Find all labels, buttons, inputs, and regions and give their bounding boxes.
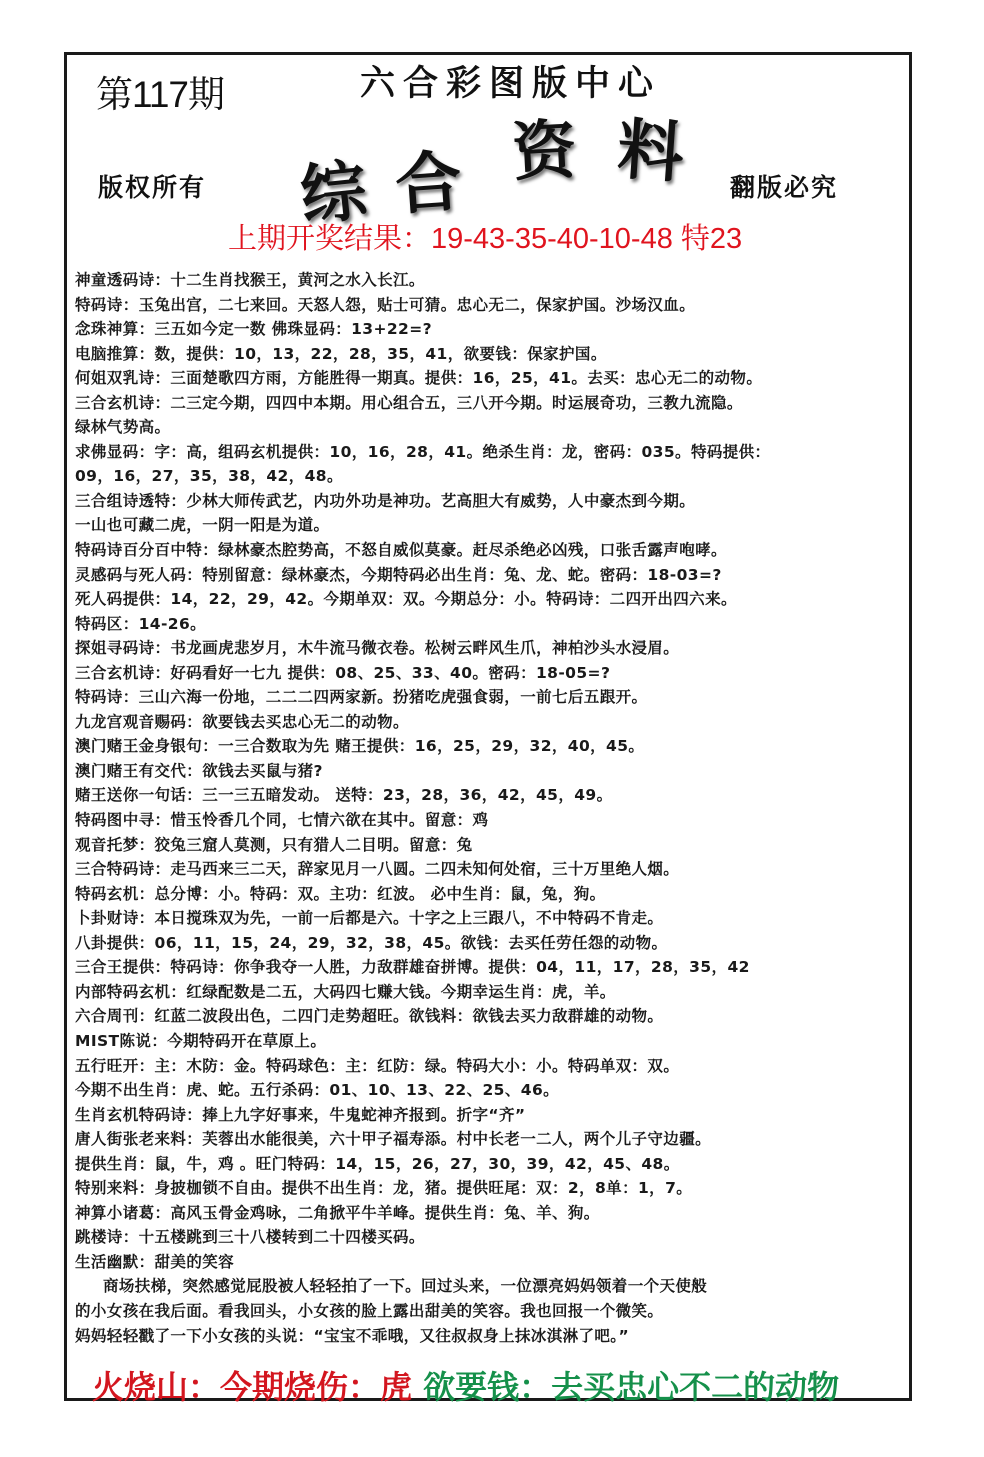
info-line (75, 1103, 905, 1128)
info-line-label: 提供生肖： (75, 1154, 155, 1173)
info-line-text: 三面楚歌四方雨，方能胜得一期真。提供：16，25，41。去买：忠心无二的动物。 (170, 369, 763, 388)
info-line-text: 三一三五暗发动。 送特：23，28，36，42，45，49。 (202, 786, 613, 805)
info-line-text: 总分博：小。特码：双。主功：红波。 必中生肖：鼠，兔，狗。 (154, 884, 606, 903)
info-line-text: 捧上九字好事来，牛鬼蛇神齐报到。折字“齐” (202, 1105, 526, 1124)
info-line-text: 欲钱去买鼠与猪? (202, 761, 323, 780)
info-line-text: 好码看好一七九 提供：08、25、33、40。密码：18-05=? (170, 663, 611, 682)
info-line (75, 1201, 905, 1226)
info-line-label: 特码玄机： (75, 884, 155, 903)
info-line (75, 759, 905, 784)
info-line (75, 293, 905, 318)
info-line-text: 虎、蛇。五行杀码：01、10、13、22、25、46。 (186, 1081, 560, 1100)
info-line-text: 红绿配数是二五，大码四七赚大钱。今期幸运生肖：虎，羊。 (186, 982, 616, 1001)
info-line-text: 芙蓉出水能很美，六十甲子福寿添。村中长老一二人，两个儿子守边疆。 (202, 1130, 712, 1149)
info-line (75, 955, 905, 980)
info-line-label: 特码区： (75, 614, 139, 633)
info-line (75, 1250, 905, 1275)
info-line-label: 特别来料： (75, 1179, 155, 1198)
info-line-text: 一三合数取为先 赌王提供：16，25，29，32，40，45。 (218, 737, 645, 756)
info-line-label: 五行旺开： (75, 1056, 155, 1075)
info-line (75, 342, 905, 367)
info-line-text: 鼠，牛，鸡 。旺门特码：14，15，26，27，30，39，42，45、48。 (154, 1154, 680, 1173)
info-line-text: 今期特码开在草原上。 (167, 1031, 327, 1050)
info-line (75, 980, 905, 1005)
footer-red-text: 火烧山：今期烧伤：虎 (92, 1368, 413, 1406)
info-line (75, 415, 905, 440)
info-line-text: 惜玉怜香几个同，七情六欲在其中。留意：鸡 (170, 811, 489, 830)
info-line-label: 特码诗： (75, 295, 139, 314)
info-line (75, 661, 905, 686)
info-line-label: 灵感码与死人码： (75, 565, 203, 584)
info-line-text: 14，22，29，42。今期单双：双。今期总分：小。特码诗：二四开出四六来。 (170, 590, 737, 609)
info-line-text: 欲要钱去买忠心无二的动物。 (202, 712, 409, 731)
info-line-label: 神算小诸葛： (75, 1203, 171, 1222)
info-line (75, 931, 905, 956)
story-line: 妈妈轻轻戳了一下小女孩的头说：“宝宝不乖哦，又往叔叔身上抹冰淇淋了吧。” (75, 1326, 630, 1345)
last-draw-result: 上期开奖结果：19-43-35-40-10-48 特23 (228, 223, 743, 255)
info-line (75, 685, 905, 710)
info-line (75, 857, 905, 882)
info-line-label: 生活幽默： (75, 1252, 155, 1271)
info-line (75, 1078, 905, 1103)
info-line (75, 489, 905, 514)
main-title-char-3: 资 (510, 112, 579, 191)
info-line-label: 特码图中寻： (75, 811, 171, 830)
info-line-label: 生肖玄机特码诗： (75, 1105, 203, 1124)
info-line (75, 317, 905, 342)
info-line-text: 身披枷锁不自由。提供不出生肖：龙，猪。提供旺尾：双：2，8单：1，7。 (154, 1179, 693, 1198)
info-line-label: 澳门赌王金身银句： (75, 737, 219, 756)
info-line-label: 特码诗百分百中特： (75, 541, 219, 560)
info-line (75, 391, 905, 416)
info-line-text: 少林大师传武艺，内功外功是神功。艺高胆大有威势，人中豪杰到今期。 (186, 491, 696, 510)
info-line (75, 513, 905, 538)
info-line-text: 09，16，27，35，38，42，48。 (75, 467, 343, 486)
info-line-text: 字：高，组码玄机提供：10，16，28，41。绝杀生肖：龙，密码：035。特码提供： (154, 442, 771, 461)
info-line-text: 走马西来三二天，辞家见月一八圆。二四未知何处宿，三十万里绝人烟。 (170, 860, 680, 879)
info-line-text: 狡兔三窟人莫测，只有猎人二目明。留意：兔 (154, 835, 473, 854)
info-line-text: 十二生肖找猴王，黄河之水入长江。 (170, 271, 425, 289)
info-line (75, 783, 905, 808)
info-line-text: 本日搅珠双为先，一前一后都是六。十字之上三跟八，不中特码不肯走。 (154, 909, 664, 928)
info-line (75, 1127, 905, 1152)
footer-banner (92, 1362, 839, 1408)
info-line-label: 六合周刊： (75, 1007, 155, 1026)
info-line-label: MIST陈说： (75, 1031, 168, 1050)
info-line-text: 高风玉骨金鸡咏，二角掀平牛羊峰。提供生肖：兔、羊、狗。 (170, 1203, 600, 1222)
info-line-label: 今期不出生肖： (75, 1081, 187, 1100)
info-line (75, 636, 905, 661)
info-line (75, 1225, 905, 1250)
info-line-label: 观音托梦： (75, 835, 155, 854)
info-line-text: 三五如今定一数 佛珠显码：13+22=? (154, 320, 433, 339)
info-line-text: 十五楼跳到三十八楼转到二十四楼买码。 (138, 1228, 425, 1247)
main-title-char-4: 料 (614, 109, 687, 193)
info-line-label: 三合组诗透特： (75, 491, 187, 510)
info-line-text: 二三定今期，四四中本期。用心组合五，三八开今期。时运展奇功，三教九流隐。 (170, 393, 743, 412)
info-line (75, 1054, 905, 1079)
info-line (75, 1152, 905, 1177)
info-line-label: 求佛显码： (75, 442, 155, 461)
story-line: 的小女孩在我后面。看我回头，小女孩的脸上露出甜美的笑容。我也回报一个微笑。 (75, 1301, 664, 1320)
info-line-label: 内部特码玄机： (75, 982, 187, 1001)
info-line-label: 探姐寻码诗： (75, 639, 171, 658)
content-lines (75, 268, 905, 1348)
info-line-text: 书龙画虎悲岁月，木牛流马微衣卷。松树云畔风生爪，神柏沙头水浸眉。 (170, 639, 680, 658)
info-line-text: 主：木防：金。特码球色：主：红防：绿。特码大小：小。特码单双：双。 (154, 1056, 680, 1075)
copyright-tag: 版权所有 (98, 173, 207, 202)
info-line-text: 一山也可藏二虎，一阴一阳是为道。 (75, 516, 330, 535)
info-line-label: 赌王送你一句话： (75, 786, 203, 805)
info-line-label: 唐人街张老来料： (75, 1130, 203, 1149)
piracy-warning-tag: 翻版必究 (730, 173, 839, 202)
info-line-label: 死人码提供： (75, 590, 171, 609)
info-line-label: 九龙宫观音赐码： (75, 712, 203, 731)
info-line-text: 特码诗：你争我夺一人胜，力敌群雄奋拼博。提供：04，11，17，28，35，42 (170, 958, 750, 977)
info-line (75, 1029, 905, 1054)
info-line (75, 366, 905, 391)
footer-green-text: 欲要钱：去买忠心不二的动物 (423, 1368, 840, 1406)
info-line (75, 538, 905, 563)
info-line-text: 14-26。 (138, 614, 207, 633)
publisher-title: 六合彩图版中心 (360, 63, 662, 104)
info-line (75, 563, 905, 588)
info-line-label: 特码诗： (75, 688, 139, 707)
info-line-text: 红蓝二波段出色，二四门走势超旺。欲钱料：欲钱去买力敌群雄的动物。 (154, 1007, 664, 1026)
info-line-label: 三合玄机诗： (75, 663, 171, 682)
info-line-label: 何姐双乳诗： (75, 369, 171, 388)
info-line (75, 710, 905, 735)
info-line-label: 卜卦财诗： (75, 909, 155, 928)
main-title-char-1: 综 (296, 150, 371, 236)
info-line (75, 734, 905, 759)
info-line (75, 587, 905, 612)
info-line-label: 三合王提供： (75, 958, 171, 977)
issue-number: 第117期 (96, 74, 224, 115)
info-line (75, 906, 905, 931)
info-line (75, 1004, 905, 1029)
info-line (75, 1176, 905, 1201)
info-line-label: 念珠神算： (75, 320, 155, 339)
info-line-label: 电脑推算： (75, 344, 155, 363)
info-line (75, 440, 905, 465)
info-line-text: 06，11，15，24，29，32，38，45。欲钱：去买任劳任怨的动物。 (154, 933, 668, 952)
info-line-text: 甜美的笑容 (154, 1252, 235, 1271)
info-line-label: 三合玄机诗： (75, 393, 171, 412)
info-line (75, 882, 905, 907)
info-line-text: 三山六海一份地，二二二四两家新。扮猪吃虎强食弱，一前七后五跟开。 (138, 688, 648, 707)
info-line-text: 绿林豪杰腔势高，不怒自威似莫豪。赶尽杀绝必凶残，口张舌露声咆哮。 (218, 541, 727, 560)
info-line (75, 833, 905, 858)
info-line-text: 特别留意：绿林豪杰，今期特码必出生肖：兔、龙、蛇。密码：18-03=? (202, 565, 722, 584)
info-line-label: 三合特码诗： (75, 860, 171, 879)
info-line-label: 八卦提供： (75, 933, 155, 952)
info-line-text: 玉兔出宫，二七来回。天怒人怨，贴士可猜。忠心无二，保家护国。沙场汉血。 (138, 295, 696, 314)
info-line (75, 268, 905, 293)
info-line (75, 464, 905, 489)
info-line (75, 612, 905, 637)
info-line-label: 跳楼诗： (75, 1228, 139, 1247)
info-line-label: 澳门赌王有交代： (75, 761, 203, 780)
info-line-label: 神童透码诗： (75, 271, 171, 289)
info-line-text: 数，提供：10，13，22，28，35，41，欲要钱：保家护国。 (154, 344, 607, 363)
info-line (75, 808, 905, 833)
main-title-char-2: 合 (392, 141, 465, 225)
story-line: 商场扶梯，突然感觉屁股被人轻轻拍了一下。回过头来，一位漂亮妈妈领着一个天使般 (103, 1277, 708, 1296)
info-line-text: 绿林气势高。 (75, 418, 171, 437)
